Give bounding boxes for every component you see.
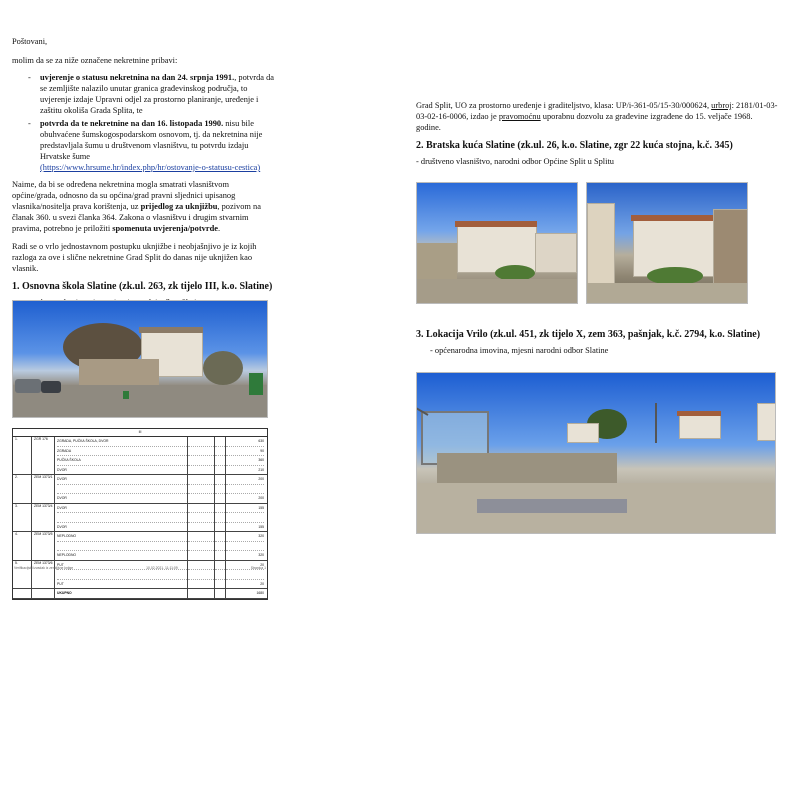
row-number: 5. — [13, 561, 32, 589]
roof — [631, 215, 715, 221]
table-row — [13, 504, 267, 533]
car — [15, 379, 41, 393]
house — [679, 415, 721, 439]
parcel-area: 320 — [258, 553, 264, 557]
parcel-area: 90 — [226, 447, 264, 457]
parcel-area: 360 — [226, 456, 264, 466]
legal-bold: spomenuta uvjerenja/potvrde — [112, 224, 218, 234]
footer-page: Stranica 1 — [250, 566, 266, 570]
parcel-area — [226, 485, 264, 495]
legal-bold: prijedlog za uknjižbu — [140, 202, 218, 212]
row-number — [13, 589, 32, 598]
section-heading-1: 1. Osnovna škola Slatine (zk.ul. 263, zk tijelo III, k.o. Slatine) — [12, 280, 273, 292]
row-number: 2. — [13, 475, 32, 503]
footer-left: Verifikacijski izvadak iz zemljišne knjige — [14, 566, 74, 570]
parcel-area: 200 — [258, 496, 264, 500]
row-number: 3. — [13, 504, 32, 532]
permit-paragraph — [416, 100, 778, 133]
land-registry-table — [12, 428, 268, 600]
shrub — [203, 351, 243, 385]
parcel-description — [57, 570, 187, 580]
parcel-code: ZEM 1373/5 — [32, 532, 55, 560]
table-row — [13, 589, 267, 599]
permit-text: : 2181/01-03-03-02-16-0006, izdao je — [416, 101, 778, 122]
roof — [139, 327, 203, 333]
requirements-list — [12, 72, 274, 173]
list-item — [40, 118, 274, 173]
legal-text: . — [217, 224, 221, 234]
parcel-description: DVOR — [57, 504, 187, 514]
permit-text: pravomoćnu — [498, 112, 541, 122]
parcel-description: NEPLODNO — [57, 532, 187, 542]
section-3 — [416, 322, 778, 364]
permit-text: urbroj — [711, 101, 732, 110]
parcel-area — [226, 542, 264, 552]
parcel-area: 320 — [226, 532, 264, 542]
car — [41, 381, 61, 393]
parcel-code: ZEM 1373/6 — [32, 561, 55, 589]
parcel-description: ZGRADA, PUČKA ŠKOLA, DVOR — [57, 437, 187, 447]
closing-paragraph: Radi se o vrlo jednostavnom postupku uknjižbe i neobjašnjivo je iz kojih razloga za ove i slične nekretnine Grad Split do danas nije uknjižen kao vlasnik. — [12, 241, 257, 273]
school-photo — [12, 300, 268, 418]
intro-text: molim da se za niže označene nekretnine pribavi: — [12, 56, 178, 66]
bratska-kuca-photo-2 — [586, 182, 748, 304]
table-row — [13, 437, 267, 475]
street-lamp — [655, 403, 657, 443]
ground — [587, 283, 747, 303]
house — [535, 233, 577, 273]
stone-wall — [417, 243, 457, 283]
table-row — [13, 532, 267, 561]
house — [757, 403, 776, 441]
parcel-code: ZEM 1373/1 — [32, 475, 55, 503]
permit-text: Grad Split, UO za prostorno uređenje i graditeljstvo, klasa: UP/i-361-05/15-30/000624, — [416, 101, 712, 110]
permit-text: uporabnu dozvolu za građevine izgrađene do 15. veljače 1968. godine. — [416, 112, 753, 133]
power-line — [416, 394, 429, 416]
footer-date: 10.02.2021. 11:11:09 — [146, 566, 178, 570]
parcel-description: UKUPNO — [57, 591, 72, 595]
parcel-code: ZGR 176 — [32, 437, 55, 474]
bullet-text: nisu bile obuhvaćene šumskogospodarskom osnovom, tj. da nekretnina nije predstavljala šumu u društvenom vlasništvu, tu potvrdu izdaju Hrvatske šume — [40, 118, 263, 161]
table-row — [13, 561, 267, 590]
greeting: Poštovani, — [12, 37, 48, 46]
parcel-area — [226, 570, 264, 580]
parcel-description: DVOR — [57, 467, 67, 472]
parcel-description — [57, 542, 187, 552]
roof — [677, 411, 721, 416]
bullet-text: , potvrda da se zemljište nalazilo unutar granica građevinskog područja, to uvjerenje izdaje Upravni odjel za prostorno planiranje, uređenje i zaštitu okoliša Grada Splita, te — [40, 73, 274, 116]
parcel-area: 200 — [226, 475, 264, 485]
parcel-area — [226, 513, 264, 523]
bullet-bold: potvrda da te nekretnine na dan 16. listopada 1990. — [40, 118, 224, 128]
house-left — [587, 203, 615, 287]
list-item — [40, 72, 274, 116]
waste-bin — [249, 373, 263, 395]
table-row — [13, 475, 267, 504]
row-number: 1. — [13, 437, 32, 474]
parcel-code: ZEM 1373/4 — [32, 504, 55, 532]
parcel-area: 630 — [226, 437, 264, 447]
section-heading-2: 2. Bratska kuća Slatine (zk.ul. 26, k.o. Slatine, zgr 22 kuća stojna, k.č. 345) — [416, 140, 733, 152]
ground — [417, 279, 577, 303]
table-body — [13, 437, 267, 599]
parcel-description: DVOR — [57, 524, 67, 529]
graffiti — [477, 499, 627, 513]
table-footer — [14, 566, 266, 570]
parcel-area: 20 — [226, 561, 264, 571]
parcel-description — [57, 485, 187, 495]
roof — [455, 221, 537, 227]
parcel-code — [32, 589, 55, 598]
parcel-description: ZGRADA — [57, 447, 187, 457]
legal-text: Naime, da bi se određena nekretnina mogla smatrati vlasništvom općine/grada, odnosno da su općina/grad pravni sljednici upisanog vlasnika/nositelja prava korištenja, uz — [12, 180, 236, 212]
parcel-area: 20 — [260, 581, 264, 586]
parcel-description: PUČKA ŠKOLA — [57, 456, 187, 466]
concrete-basin — [437, 453, 617, 485]
parcel-description — [57, 513, 187, 523]
house — [567, 423, 599, 443]
legal-paragraph — [12, 179, 274, 234]
parcel-area: 210 — [258, 467, 264, 472]
parcel-description: PUT — [57, 581, 64, 586]
right-column — [416, 100, 778, 176]
stone-house — [713, 209, 748, 287]
legal-text: , pozivom na članak 360. u svezi članka 364. Zakona o vlasništvu i drugim stvarnim pravima, potrebno je priložiti — [12, 202, 261, 234]
row-number: 4. — [13, 532, 32, 560]
section-2-owner: - društveno vlasništvo, narodni odbor Općine Split u Splitu — [416, 156, 778, 167]
bollard — [123, 391, 129, 399]
parcel-area: 155 — [258, 524, 264, 529]
parcel-area: 1680 — [256, 591, 264, 595]
parcel-description: PUT — [57, 561, 187, 571]
bullet-bold: uvjerenje o statusu nekretnina na dan 24. srpnja 1991. — [40, 73, 235, 83]
parcel-area: 155 — [226, 504, 264, 514]
section-heading-3: 3. Lokacija Vrilo (zk.ul. 451, zk tijelo X, zem 363, pašnjak, k.č. 2794, k.o. Slatine) — [416, 329, 761, 340]
hrsume-link[interactable]: (https://www.hrsume.hr/index.php/hr/ostovanje-o-statusu-cestica) — [40, 162, 261, 172]
bratska-kuca-photo-1 — [416, 182, 578, 304]
left-column — [12, 36, 274, 316]
section-3-owner: - općenarodna imovina, mjesni narodni odbor Slatine — [416, 345, 778, 356]
table-header: III — [13, 429, 267, 437]
parcel-description: NEPLODNO — [57, 553, 77, 557]
parcel-description: DVOR — [57, 496, 67, 500]
lokacija-vrilo-photo — [416, 372, 776, 534]
parcel-description: DVOR — [57, 475, 187, 485]
